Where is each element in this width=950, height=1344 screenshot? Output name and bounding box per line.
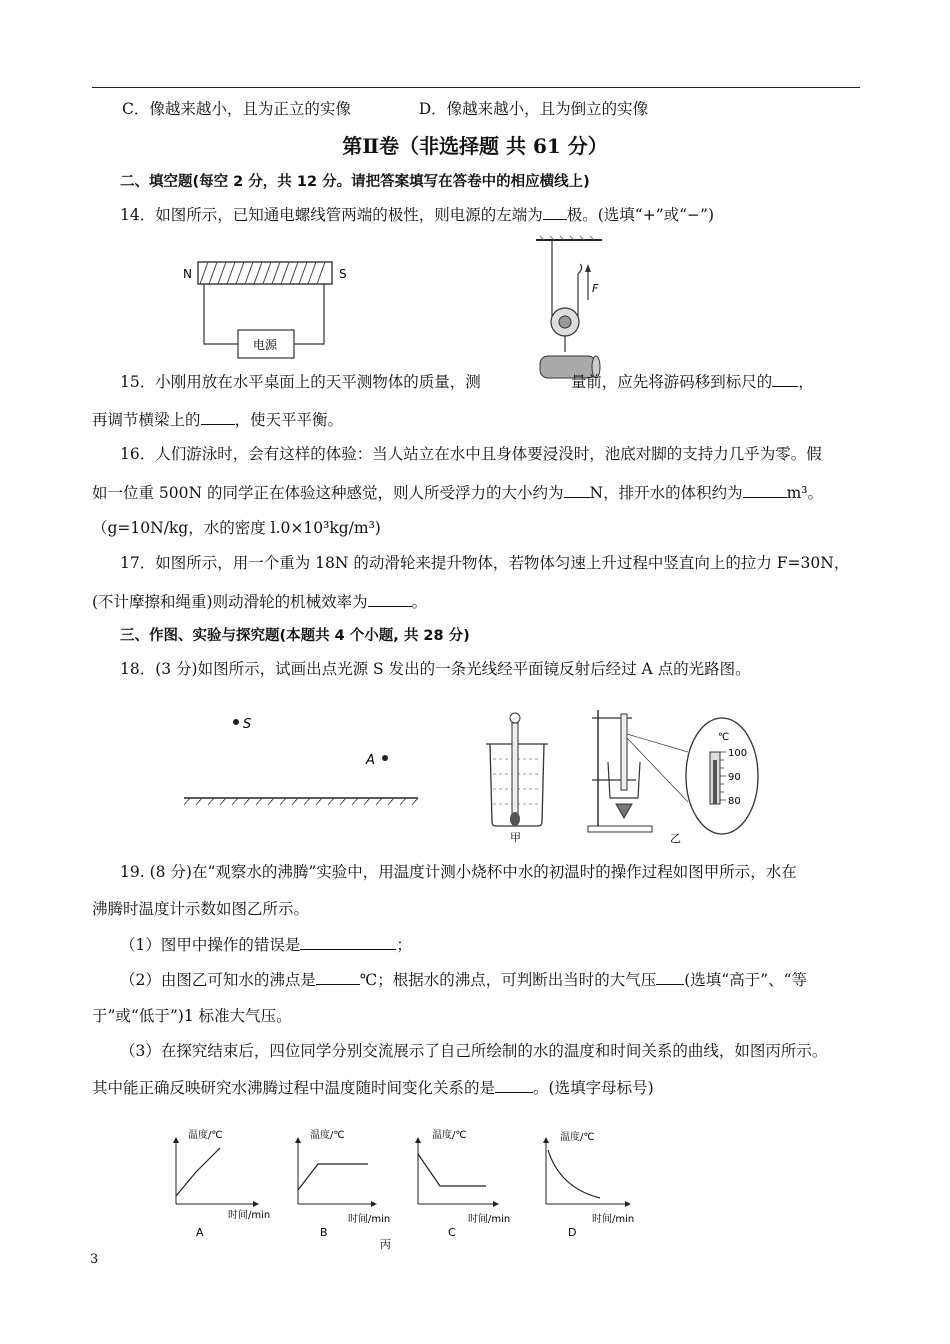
mirror-figure [180, 706, 422, 814]
q15-line1 [120, 370, 862, 393]
q16-text: 如一位重 500N 的同学正在体验这种感觉，则人所受浮力的大小约为 [92, 484, 564, 502]
q18: 18．(3 分)如图所示，试画出点光源 S 发出的一条光线经平面镜反射后经过 A 点的光路图。 [120, 660, 751, 678]
graph-c-label: C [448, 1226, 456, 1239]
q15-text-3: ， [798, 373, 814, 391]
q19-part2-cont: 于”或“低于”)1 标准大气压。 [92, 1007, 292, 1025]
q19-part2 [120, 968, 862, 991]
graphs-figure [160, 1118, 660, 1254]
graphs-caption: 丙 [380, 1238, 391, 1251]
q16-text-2: N，排开水的体积约为 [589, 484, 743, 502]
q15-blank-1[interactable] [772, 370, 798, 387]
section3-heading: 三、作图、实验与探究题(本题共 4 个小题, 共 28 分) [120, 628, 470, 644]
q16-text-3: m³。 [786, 484, 824, 502]
graph-b [298, 1128, 390, 1239]
top-rule [92, 87, 860, 88]
graph-a [176, 1128, 270, 1239]
q19-line2: 沸腾时温度计示数如图乙所示。 [92, 900, 310, 918]
q19-p2-text-2: ℃；根据水的沸点，可判断出当时的大气压 [359, 971, 657, 989]
graph-a-label: A [196, 1226, 204, 1239]
option-row [122, 98, 862, 120]
q19-part3-line2 [92, 1076, 862, 1099]
label-unit: ℃ [718, 732, 730, 743]
section2-heading: 二、填空题(每空 2 分，共 12 分。请把答案填写在答卷中的相应横线上) [120, 174, 590, 190]
label-a-point: A [366, 753, 375, 768]
q16-blank-2[interactable] [743, 481, 787, 498]
q16-line3: （g=10N/kg，水的密度 l.0×10³kg/m³) [92, 519, 381, 537]
q19-blank-3[interactable] [656, 968, 684, 985]
q14-text: 14．如图所示，已知通电螺线管两端的极性，则电源的左端为 [120, 206, 543, 224]
graph-b-xlabel: 时间/min [348, 1214, 391, 1225]
label-s-point: S [243, 717, 252, 732]
graph-d-xlabel: 时间/min [592, 1214, 635, 1225]
tick-80: 80 [728, 796, 741, 807]
q19-p2-text: （2）由图乙可知水的沸点是 [120, 971, 316, 989]
solenoid-figure [176, 246, 362, 364]
graph-a-ylabel: 温度/℃ [188, 1130, 223, 1141]
graph-b-label: B [320, 1226, 328, 1239]
q17-line2 [92, 590, 862, 613]
q16-blank-1[interactable] [564, 481, 590, 498]
q19-p2-text-3: (选填“高于”、“等 [684, 971, 808, 989]
q19-p1-end: ； [396, 936, 412, 954]
graph-a-xlabel: 时间/min [228, 1210, 271, 1221]
graph-d-label: D [568, 1226, 577, 1239]
option-d: D．像越来越小，且为倒立的实像 [418, 100, 649, 118]
graph-c [418, 1128, 510, 1239]
q15-text-2: 量前，应先将游码移到标尺的 [570, 373, 773, 391]
graph-b-ylabel: 温度/℃ [310, 1130, 345, 1141]
graph-c-xlabel: 时间/min [468, 1214, 511, 1225]
q14-blank[interactable] [543, 203, 567, 220]
q16-line2 [92, 481, 862, 504]
label-n: N [183, 267, 192, 281]
label-power: 电源 [253, 338, 278, 352]
graph-d [546, 1130, 634, 1239]
q15-text: 15．小刚用放在水平桌面上的天平测物体的质量，测 [120, 373, 481, 391]
label-s: S [339, 267, 347, 281]
q19-blank-2[interactable] [316, 968, 360, 985]
q19-p3-text: 其中能正确反映研究水沸腾过程中温度随时间变化关系的是 [92, 1079, 496, 1097]
q17-line1: 17．如图所示，用一个重为 18N 的动滑轮来提升物体，若物体匀速上升过程中竖直向上的拉力 F=30N， [120, 554, 850, 572]
q17-text: (不计摩擦和绳重)则动滑轮的机械效率为 [92, 593, 368, 611]
label-f: F [592, 282, 599, 295]
q17-blank[interactable] [368, 590, 412, 607]
page-number: 3 [90, 1252, 99, 1267]
option-c: C．像越来越小，且为正立的实像 [122, 100, 351, 118]
q19-part1 [120, 933, 862, 956]
pulley-figure [530, 234, 620, 386]
q15-blank-2[interactable] [201, 408, 235, 425]
q15-text-5: ，使天平平衡。 [234, 411, 344, 429]
q16-line1: 16．人们游泳时，会有这样的体验：当人站立在水中且身体要浸没时，池底对脚的支持力几乎为零。假 [120, 445, 822, 463]
graph-c-ylabel: 温度/℃ [432, 1130, 467, 1141]
part-title: 第Ⅱ卷（非选择题 共 61 分） [342, 134, 608, 158]
q19-blank-1[interactable] [300, 933, 396, 950]
q19-line1: 19. (8 分)在“观察水的沸腾”实验中，用温度计测小烧杯中水的初温时的操作过程如图甲所示，水在 [120, 863, 797, 881]
tick-90: 90 [728, 772, 741, 783]
tick-100: 100 [728, 748, 748, 759]
graph-d-ylabel: 温度/℃ [560, 1132, 595, 1143]
label-jia: 甲 [510, 831, 521, 844]
q17-text-end: 。 [411, 593, 428, 611]
mirror-hatching [184, 798, 418, 805]
q19-part3-line1: （3）在探究结束后，四位同学分别交流展示了自己所绘制的水的温度和时间关系的曲线，如图丙所示。 [120, 1042, 828, 1060]
q19-p1-text: （1）图甲中操作的错误是 [120, 936, 301, 954]
label-yi: 乙 [670, 832, 681, 844]
q19-blank-4[interactable] [495, 1076, 533, 1093]
q14 [120, 203, 862, 226]
thermometer-figure [480, 704, 770, 844]
q14-text-end: 极。(选填“+”或“−”) [566, 206, 714, 224]
q19-p3-end: 。(选填字母标号) [533, 1079, 654, 1097]
q15-text-4: 再调节横梁上的 [92, 411, 201, 429]
q15-line2 [92, 408, 862, 431]
